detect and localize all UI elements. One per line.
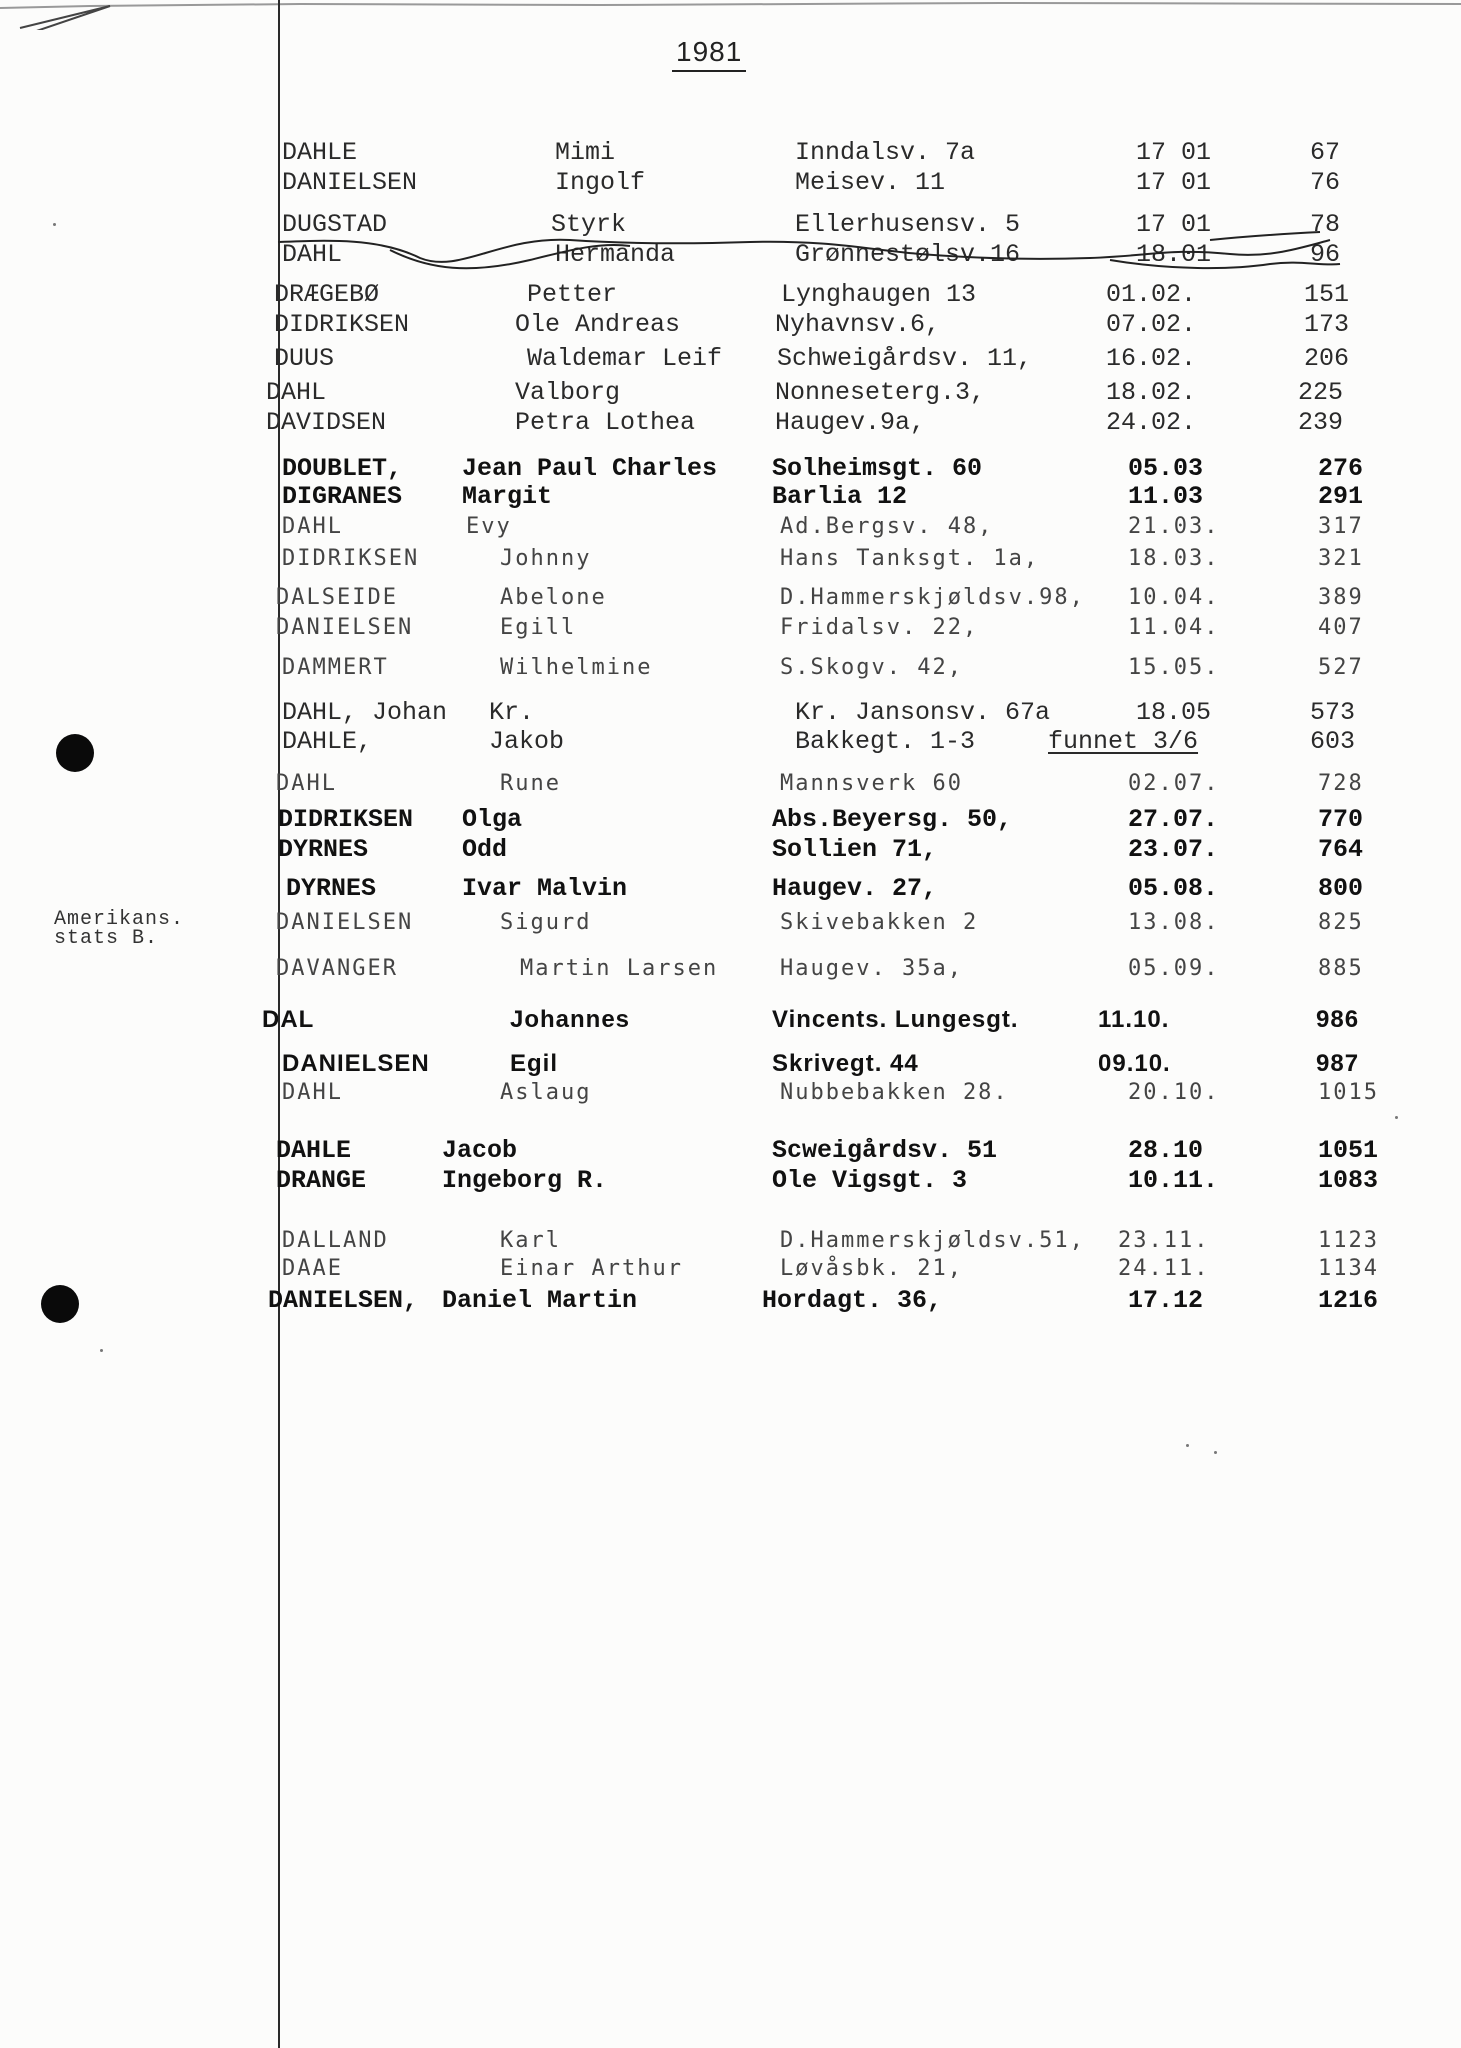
entry-surname: DAAE [282, 1256, 343, 1281]
entry-given-name: Martin Larsen [520, 956, 719, 981]
register-entry-row [0, 168, 1461, 198]
entry-address: Bakkegt. 1-3 [795, 727, 976, 756]
entry-surname: DUUS [274, 344, 335, 373]
entry-given-name: Hermanda [555, 240, 676, 269]
entry-given-name: Karl [500, 1228, 561, 1253]
entry-surname: DAHL [282, 1080, 343, 1105]
entry-surname: DAL [262, 1006, 315, 1033]
register-entry-row [0, 482, 1461, 512]
register-entry-row [0, 956, 1461, 986]
entry-address: Løvåsbk. 21, [780, 1256, 963, 1281]
entry-date: funnet 3/6 [1048, 727, 1199, 756]
entry-given-name: Egil [510, 1050, 559, 1077]
entry-given-name: Egill [500, 615, 577, 640]
entry-address: Meisev. 11 [795, 168, 946, 197]
entry-surname: DAVANGER [276, 956, 398, 981]
entry-surname: DIDRIKSEN [282, 546, 420, 571]
entry-given-name: Valborg [515, 378, 621, 407]
register-entry-row [0, 1136, 1461, 1166]
entry-date: 18.02. [1106, 378, 1197, 407]
entry-number: 1123 [1318, 1228, 1379, 1253]
entry-date: 07.02. [1106, 310, 1197, 339]
entry-number: 1216 [1318, 1286, 1379, 1315]
entry-given-name: Sigurd [500, 910, 592, 935]
entry-given-name: Ingolf [555, 168, 646, 197]
entry-date: 10.11. [1128, 1166, 1219, 1195]
entry-date: 17 01 [1136, 138, 1212, 167]
entry-address: Haugev. 35a, [780, 956, 963, 981]
entry-number: 389 [1318, 585, 1364, 610]
register-entry-row [0, 771, 1461, 801]
entry-given-name: Abelone [500, 585, 607, 610]
entry-surname: DAVIDSEN [266, 408, 387, 437]
entry-number: 825 [1318, 910, 1364, 935]
speck [53, 223, 56, 226]
entry-surname: DIDRIKSEN [278, 805, 414, 834]
entry-date: 18.05 [1136, 698, 1212, 727]
entry-number: 987 [1316, 1050, 1360, 1077]
entry-number: 151 [1304, 280, 1350, 309]
register-entry-row [0, 698, 1461, 728]
entry-surname: DALSEIDE [276, 585, 398, 610]
register-entry-row [0, 280, 1461, 310]
register-entry-row [0, 727, 1461, 757]
entry-date: 13.08. [1128, 910, 1220, 935]
entry-date: 10.04. [1128, 585, 1220, 610]
entry-address: Solheimsgt. 60 [772, 454, 983, 483]
entry-given-name: Einar Arthur [500, 1256, 683, 1281]
entry-address: Vincents. Lungesgt. [772, 1006, 1019, 1033]
entry-number: 67 [1310, 138, 1341, 167]
entry-address: Haugev. 27, [772, 874, 938, 903]
entry-number: 173 [1304, 310, 1350, 339]
register-entry-row [0, 1286, 1461, 1316]
register-entry-row [0, 1050, 1461, 1080]
entry-date: 17 01 [1136, 210, 1212, 239]
entry-date: 24.11. [1118, 1256, 1210, 1281]
entry-surname: DAHLE [282, 138, 358, 167]
entry-number: 728 [1318, 771, 1364, 796]
entry-address: Hans Tanksgt. 1a, [780, 546, 1040, 571]
entry-surname: DYRNES [286, 874, 377, 903]
entry-given-name: Ivar Malvin [462, 874, 628, 903]
entry-surname: DIGRANES [282, 482, 403, 511]
entry-given-name: Jakob [489, 727, 565, 756]
entry-surname: DAHL [276, 771, 337, 796]
entry-address: Sollien 71, [772, 835, 938, 864]
entry-number: 78 [1310, 210, 1341, 239]
entry-address: Nonneseterg.3, [775, 378, 986, 407]
entry-given-name: Odd [462, 835, 508, 864]
register-entry-row [0, 344, 1461, 374]
entry-address: Barlia 12 [772, 482, 908, 511]
entry-date: 18.01 [1136, 240, 1212, 269]
entry-address: D.Hammerskjøldsv.98, [780, 585, 1085, 610]
entry-surname: DIDRIKSEN [274, 310, 410, 339]
entry-number: 225 [1298, 378, 1344, 407]
entry-date: 11.10. [1098, 1006, 1170, 1033]
entry-address: Grønnestølsv.16 [795, 240, 1021, 269]
entry-surname: DRÆGEBØ [274, 280, 380, 309]
margin-note-line-1: Amerikans. [54, 908, 185, 931]
entry-number: 1015 [1318, 1080, 1379, 1105]
register-entry-row [0, 655, 1461, 685]
entry-address: Scweigårdsv. 51 [772, 1136, 998, 1165]
entry-surname: DANIELSEN [276, 910, 414, 935]
entry-surname: DAHL, Johan [282, 698, 448, 727]
entry-number: 321 [1318, 546, 1364, 571]
entry-address: Skivebakken 2 [780, 910, 979, 935]
entry-date: 24.02. [1106, 408, 1197, 437]
entry-surname: DANIELSEN [276, 615, 414, 640]
register-entry-row [0, 1080, 1461, 1110]
entry-address: Inndalsv. 7a [795, 138, 976, 167]
entry-surname: DOUBLET, [282, 454, 403, 483]
entry-address: Nyhavnsv.6, [775, 310, 941, 339]
entry-number: 800 [1318, 874, 1364, 903]
entry-number: 1083 [1318, 1166, 1379, 1195]
entry-number: 770 [1318, 805, 1364, 834]
entry-date: 28.10 [1128, 1136, 1204, 1165]
entry-given-name: Daniel Martin [442, 1286, 638, 1315]
entry-number: 986 [1316, 1006, 1360, 1033]
register-entry-row [0, 1006, 1461, 1036]
entry-date: 18.03. [1128, 546, 1220, 571]
strike-through-scribble [270, 230, 1350, 280]
entry-number: 276 [1318, 454, 1364, 483]
register-entry-row [0, 408, 1461, 438]
entry-date: 17 01 [1136, 168, 1212, 197]
entry-address: Kr. Jansonsv. 67a [795, 698, 1051, 727]
entry-surname: DAHL [266, 378, 327, 407]
entry-date: 23.11. [1118, 1228, 1210, 1253]
entry-number: 573 [1310, 698, 1356, 727]
entry-address: Ole Vigsgt. 3 [772, 1166, 968, 1195]
entry-date: 15.05. [1128, 655, 1220, 680]
entry-given-name: Ole Andreas [515, 310, 681, 339]
speck [1186, 1444, 1189, 1447]
entry-surname: DRANGE [276, 1166, 367, 1195]
entry-address: Schweigårdsv. 11, [777, 344, 1033, 373]
entry-number: 76 [1310, 168, 1341, 197]
entry-date: 09.10. [1098, 1050, 1171, 1077]
register-entry-row [0, 138, 1461, 168]
entry-address: S.Skogv. 42, [780, 655, 963, 680]
entry-address: Haugev.9a, [775, 408, 926, 437]
entry-date: 11.04. [1128, 615, 1220, 640]
page-year: 1981 [672, 36, 746, 72]
speck [1395, 1116, 1398, 1119]
entry-number: 603 [1310, 727, 1356, 756]
entry-address: Ad.Bergsv. 48, [780, 514, 994, 539]
entry-date: 05.08. [1128, 874, 1219, 903]
entry-address: Mannsverk 60 [780, 771, 963, 796]
entry-given-name: Jean Paul Charles [462, 454, 718, 483]
entry-given-name: Styrk [551, 210, 627, 239]
entry-number: 527 [1318, 655, 1364, 680]
entry-given-name: Petra Lothea [515, 408, 696, 437]
entry-given-name: Mimi [555, 138, 616, 167]
register-entry-row [0, 378, 1461, 408]
entry-address: Hordagt. 36, [762, 1286, 943, 1315]
entry-surname: DANIELSEN [282, 1050, 430, 1077]
entry-date: 05.09. [1128, 956, 1220, 981]
register-entry-row [0, 1166, 1461, 1196]
margin-note-line-2: stats B. [54, 927, 159, 950]
speck [1214, 1451, 1217, 1454]
entry-given-name: Rune [500, 771, 561, 796]
speck [100, 1349, 103, 1352]
entry-given-name: Johnny [500, 546, 592, 571]
register-entry-row [0, 514, 1461, 544]
entry-given-name: Margit [462, 482, 553, 511]
entry-number: 206 [1304, 344, 1350, 373]
entry-address: Fridalsv. 22, [780, 615, 979, 640]
entry-surname: DANIELSEN [282, 168, 418, 197]
register-entry-row [0, 1228, 1461, 1258]
entry-date: 27.07. [1128, 805, 1219, 834]
entry-surname: DAMMERT [282, 655, 389, 680]
top-edge-scratch [0, 0, 1461, 30]
entry-given-name: Jacob [442, 1136, 518, 1165]
register-entry-row [0, 805, 1461, 835]
register-entry-row [0, 310, 1461, 340]
entry-given-name: Ingeborg R. [442, 1166, 608, 1195]
register-entry-row [0, 546, 1461, 576]
register-entry-row [0, 874, 1461, 904]
entry-surname: DAHL [282, 240, 343, 269]
entry-given-name: Petter [527, 280, 618, 309]
register-entry-row [0, 910, 1461, 940]
entry-surname: DYRNES [278, 835, 369, 864]
entry-address: Abs.Beyersg. 50, [772, 805, 1013, 834]
entry-address: Skrivegt. 44 [772, 1050, 919, 1077]
entry-date: 23.07. [1128, 835, 1219, 864]
entry-given-name: Johannes [510, 1006, 631, 1033]
entry-date: 05.03 [1128, 454, 1204, 483]
register-entry-row [0, 615, 1461, 645]
entry-date: 02.07. [1128, 771, 1220, 796]
entry-surname: DALLAND [282, 1228, 389, 1253]
entry-date: 20.10. [1128, 1080, 1220, 1105]
entry-surname: DUGSTAD [282, 210, 388, 239]
entry-given-name: Kr. [489, 698, 535, 727]
entry-number: 1051 [1318, 1136, 1379, 1165]
entry-given-name: Waldemar Leif [527, 344, 723, 373]
entry-number: 1134 [1318, 1256, 1379, 1281]
entry-number: 885 [1318, 956, 1364, 981]
entry-address: Lynghaugen 13 [781, 280, 977, 309]
entry-number: 96 [1310, 240, 1341, 269]
entry-number: 317 [1318, 514, 1364, 539]
entry-date: 17.12 [1128, 1286, 1204, 1315]
entry-given-name: Wilhelmine [500, 655, 653, 680]
entry-surname: DAHLE [276, 1136, 352, 1165]
entry-address: Nubbebakken 28. [780, 1080, 1009, 1105]
register-entry-row [0, 585, 1461, 615]
entry-given-name: Aslaug [500, 1080, 592, 1105]
entry-number: 291 [1318, 482, 1364, 511]
entry-number: 239 [1298, 408, 1344, 437]
register-entry-row [0, 454, 1461, 484]
register-entry-row [0, 1256, 1461, 1286]
entry-given-name: Olga [462, 805, 523, 834]
entry-date: 01.02. [1106, 280, 1197, 309]
entry-surname: DANIELSEN, [268, 1286, 419, 1315]
entry-surname: DAHLE, [282, 727, 373, 756]
entry-number: 764 [1318, 835, 1364, 864]
entry-surname: DAHL [282, 514, 343, 539]
entry-date: 11.03 [1128, 482, 1204, 511]
register-entry-row [0, 835, 1461, 865]
entry-date: 16.02. [1106, 344, 1197, 373]
entry-address: D.Hammerskjøldsv.51, [780, 1228, 1085, 1253]
entry-given-name: Evy [466, 514, 512, 539]
entry-date: 21.03. [1128, 514, 1220, 539]
entry-number: 407 [1318, 615, 1364, 640]
entry-address: Ellerhusensv. 5 [795, 210, 1021, 239]
